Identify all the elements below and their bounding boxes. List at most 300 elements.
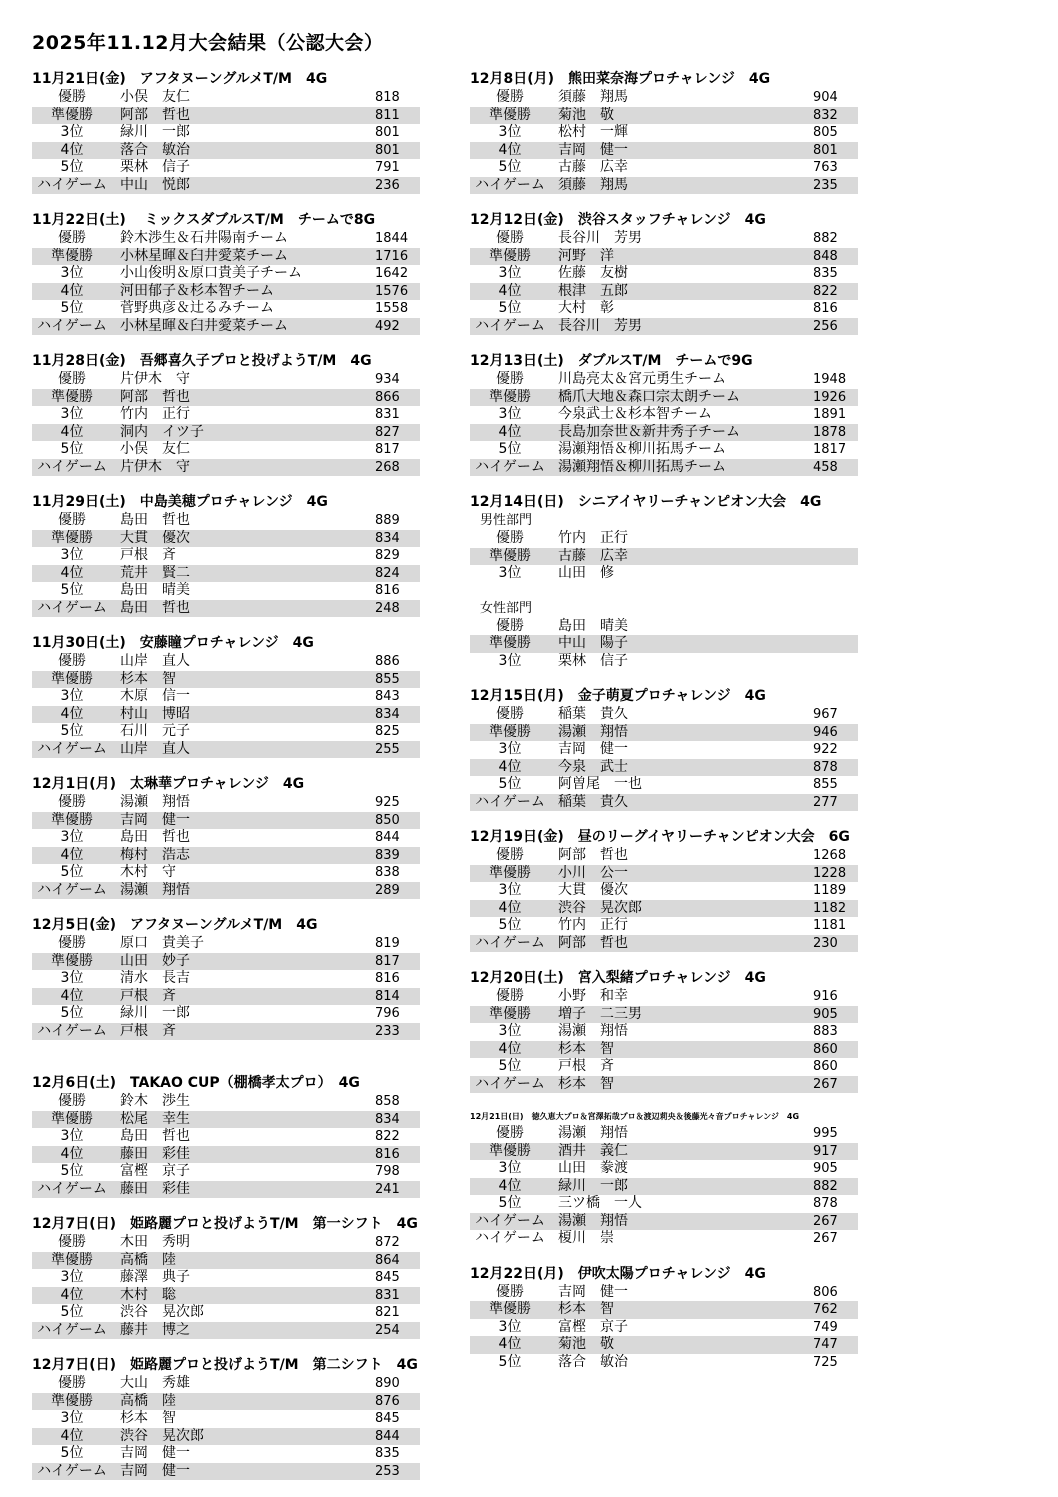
result-row <box>32 1005 420 1023</box>
result-row <box>32 1093 420 1111</box>
section-gap <box>32 194 420 211</box>
score-value: 235 <box>813 177 838 193</box>
score-value: 816 <box>375 971 400 986</box>
section-gap <box>470 1093 858 1110</box>
player-name: 菊池 敬 <box>558 106 614 123</box>
rank-label: ハイゲーム <box>37 1321 107 1338</box>
player-name: 小林星暉＆臼井愛菜チーム <box>120 317 288 334</box>
player-name: 川島亮太＆宮元勇生チーム <box>558 371 726 387</box>
result-row <box>32 1269 420 1287</box>
rank-label: ハイゲーム <box>37 599 107 616</box>
result-row <box>32 441 420 459</box>
result-row <box>32 1252 420 1270</box>
score-value: 267 <box>813 1076 838 1092</box>
rank-label: 優勝 <box>58 512 86 528</box>
player-name: 片伊木 守 <box>120 458 190 475</box>
score-value: 821 <box>375 1305 400 1320</box>
player-name: 島田 晴美 <box>558 617 628 634</box>
result-row <box>32 935 420 953</box>
player-name: 片伊木 守 <box>120 371 190 387</box>
result-row <box>32 459 420 477</box>
result-row <box>470 1319 858 1337</box>
result-row <box>470 565 858 583</box>
player-name: 石川 元子 <box>120 723 190 739</box>
player-name: 阿曽尾 一也 <box>558 776 642 792</box>
player-name: 戸根 斉 <box>558 1058 614 1074</box>
rank-label: 5位 <box>60 1304 84 1320</box>
player-name: 富樫 京子 <box>558 1318 628 1335</box>
result-row <box>470 1041 858 1059</box>
player-name: 稲葉 貴久 <box>558 793 628 810</box>
result-row <box>32 424 420 442</box>
score-value: 831 <box>375 1287 400 1303</box>
score-value: 882 <box>813 1178 838 1194</box>
score-value: 277 <box>813 794 838 810</box>
division-label: 女性部門 <box>480 600 533 616</box>
rank-label: 5位 <box>498 441 522 457</box>
score-value: 905 <box>813 1006 838 1022</box>
rank-label: 3位 <box>60 970 84 986</box>
section-gap <box>470 335 858 352</box>
rank-label: 準優勝 <box>489 247 531 264</box>
player-name: 荒井 賢二 <box>120 564 190 581</box>
result-row <box>32 318 420 336</box>
player-name: 菊池 敬 <box>558 1336 614 1352</box>
result-row <box>470 988 858 1006</box>
rank-label: 3位 <box>498 1160 522 1176</box>
section-gap <box>32 1339 420 1356</box>
result-row <box>32 1128 420 1146</box>
player-name: 湯瀬翔悟＆柳川拓馬チーム <box>558 441 726 457</box>
score-value: 1642 <box>375 266 409 281</box>
rank-label: 5位 <box>498 300 522 316</box>
score-value: 254 <box>375 1322 400 1338</box>
rank-label: 4位 <box>60 564 84 581</box>
section-gap <box>470 1248 858 1265</box>
score-value: 872 <box>375 1235 400 1250</box>
result-row <box>470 741 858 759</box>
rank-label: 優勝 <box>496 230 524 246</box>
player-name: 菅野典彦＆辻るみチーム <box>120 300 274 316</box>
result-row <box>32 1234 420 1252</box>
score-value: 798 <box>375 1164 400 1179</box>
score-value: 236 <box>375 177 400 193</box>
score-value: 1181 <box>813 918 847 933</box>
player-name: 落合 敏治 <box>558 1353 628 1370</box>
rank-label: 優勝 <box>496 847 524 863</box>
score-value: 905 <box>813 1161 838 1176</box>
score-value: 835 <box>813 266 838 281</box>
player-name: 竹内 正行 <box>558 530 628 546</box>
score-value: 230 <box>813 935 838 951</box>
score-value: 843 <box>375 689 400 704</box>
rank-label: 4位 <box>498 1177 522 1194</box>
rank-label: 優勝 <box>58 371 86 387</box>
tournament-section <box>470 1110 858 1248</box>
player-name: 杉本 智 <box>558 1075 614 1092</box>
rank-label: 3位 <box>60 688 84 704</box>
score-value: 253 <box>375 1463 400 1479</box>
score-value: 925 <box>375 795 400 810</box>
tournament-section <box>470 687 858 811</box>
player-name: 島田 哲也 <box>120 829 190 845</box>
score-value: 866 <box>375 389 400 405</box>
result-row <box>470 917 858 935</box>
rank-label: 優勝 <box>496 89 524 105</box>
rank-label: ハイゲーム <box>37 1022 107 1039</box>
rank-label: ハイゲーム <box>37 1462 107 1479</box>
result-row <box>32 812 420 830</box>
rank-label: 5位 <box>60 582 84 598</box>
score-value: 822 <box>813 283 838 299</box>
result-row <box>32 864 420 882</box>
result-row <box>32 671 420 689</box>
result-row <box>470 618 858 636</box>
player-name: 河野 洋 <box>558 247 614 264</box>
score-value: 946 <box>813 724 838 740</box>
player-name: 藤田 彩佳 <box>120 1180 190 1197</box>
rank-label: 優勝 <box>496 1283 524 1300</box>
score-value: 889 <box>375 513 400 528</box>
player-name: 緑川 一郎 <box>120 124 190 140</box>
score-value: 762 <box>813 1302 838 1317</box>
tournament-title: 12月21日(日) 徳久恵大プロ＆宮澤拓哉プロ＆渡辺莉央＆後藤光々音プロチャレンジ 4G <box>470 1112 800 1121</box>
result-row <box>32 530 420 548</box>
score-value: 816 <box>375 583 400 598</box>
score-value: 845 <box>375 1411 400 1426</box>
rank-label: ハイゲーム <box>475 1075 545 1092</box>
score-value: 917 <box>813 1143 838 1159</box>
player-name: 島田 哲也 <box>120 1128 190 1144</box>
player-name: 戸根 斉 <box>120 1022 176 1039</box>
rank-label: ハイゲーム <box>37 458 107 475</box>
result-row <box>32 847 420 865</box>
result-row <box>32 1111 420 1129</box>
rank-label: 4位 <box>498 282 522 299</box>
player-name: 木村 守 <box>120 864 176 880</box>
tournament-section <box>470 493 858 670</box>
result-row <box>470 794 858 812</box>
result-row <box>470 265 858 283</box>
score-value: 831 <box>375 407 400 422</box>
score-value: 882 <box>813 231 838 246</box>
rank-label: 優勝 <box>496 988 524 1004</box>
player-name: 杉本 智 <box>558 1040 614 1057</box>
result-row <box>32 1393 420 1411</box>
score-value: 814 <box>375 988 400 1004</box>
player-name: 栗林 信子 <box>558 652 628 669</box>
score-value: 811 <box>375 107 400 123</box>
result-row <box>32 829 420 847</box>
player-name: 大貫 優次 <box>558 882 628 898</box>
result-row <box>470 441 858 459</box>
score-value: 839 <box>375 847 400 863</box>
result-row <box>32 177 420 195</box>
result-row <box>470 230 858 248</box>
result-row <box>32 406 420 424</box>
result-row <box>32 300 420 318</box>
player-name: 戸根 斉 <box>120 547 176 563</box>
rank-label: 4位 <box>60 705 84 722</box>
right-column <box>470 70 858 1371</box>
score-value: 805 <box>813 125 838 140</box>
rank-label: ハイゲーム <box>37 317 107 334</box>
result-row <box>32 1287 420 1305</box>
section-gap <box>470 952 858 969</box>
score-value: 838 <box>375 865 400 880</box>
score-value: 858 <box>375 1094 400 1109</box>
score-value: 890 <box>375 1376 400 1391</box>
player-name: 山岸 直人 <box>120 740 190 757</box>
player-name: 湯瀬 翔悟 <box>558 723 628 740</box>
player-name: 長谷川 芳男 <box>558 230 642 246</box>
player-name: 須藤 翔馬 <box>558 176 628 193</box>
player-name: 吉岡 健一 <box>120 811 190 828</box>
score-value: 845 <box>375 1270 400 1285</box>
player-name: 榎川 崇 <box>558 1230 614 1246</box>
player-name: 阿部 哲也 <box>558 847 628 863</box>
player-name: 杉本 智 <box>120 1410 176 1426</box>
score-value: 267 <box>813 1231 838 1246</box>
tournament-title: 12月14日(日) シニアイヤリーチャンピオン大会 4G <box>470 494 822 510</box>
tournament-section <box>32 634 420 758</box>
rank-label: 優勝 <box>58 89 86 105</box>
rank-label: 3位 <box>60 1128 84 1144</box>
player-name: 富樫 京子 <box>120 1163 190 1179</box>
player-name: 湯瀬 翔悟 <box>558 1125 628 1141</box>
score-value: 268 <box>375 459 400 475</box>
player-name: 佐藤 友樹 <box>558 265 628 281</box>
tournament-section <box>32 211 420 335</box>
rank-label: 準優勝 <box>489 723 531 740</box>
result-row <box>32 953 420 971</box>
result-row <box>470 635 858 653</box>
tournament-title: 12月22日(月) 伊吹太陽プロチャレンジ 4G <box>470 1265 766 1282</box>
score-value: 816 <box>375 1146 400 1162</box>
result-row <box>32 882 420 900</box>
player-name: 大山 秀雄 <box>120 1375 190 1391</box>
tournament-section <box>32 916 420 1040</box>
section-gap <box>470 194 858 211</box>
result-row <box>470 865 858 883</box>
rank-label: 準優勝 <box>489 106 531 123</box>
score-value: 791 <box>375 160 400 175</box>
score-value: 876 <box>375 1393 400 1409</box>
rank-label: ハイゲーム <box>475 934 545 951</box>
score-value: 749 <box>813 1319 838 1335</box>
tournament-section <box>470 211 858 335</box>
score-value: 817 <box>375 442 400 457</box>
section-gap <box>32 617 420 634</box>
result-row <box>470 759 858 777</box>
score-value: 248 <box>375 600 400 616</box>
player-name: 湯瀬 翔悟 <box>558 1023 628 1039</box>
rank-label: 準優勝 <box>51 811 93 828</box>
result-row <box>32 89 420 107</box>
rank-label: 準優勝 <box>51 1392 93 1409</box>
section-gap <box>32 335 420 352</box>
player-name: 根津 五郎 <box>558 282 628 299</box>
result-row <box>470 89 858 107</box>
rank-label: 3位 <box>60 1410 84 1426</box>
result-row <box>470 724 858 742</box>
player-name: 小山俊明＆原口貴美子チーム <box>120 265 302 281</box>
player-name: 杉本 智 <box>558 1301 614 1317</box>
section-gap <box>32 1040 420 1074</box>
player-name: 長島加奈世＆新井秀子チーム <box>558 423 740 440</box>
result-row <box>32 653 420 671</box>
result-row <box>32 1428 420 1446</box>
result-row <box>470 1160 858 1178</box>
player-name: 清水 長吉 <box>120 970 190 986</box>
result-row <box>32 1163 420 1181</box>
result-row <box>32 107 420 125</box>
score-value: 1891 <box>813 407 847 422</box>
result-row <box>470 389 858 407</box>
score-value: 825 <box>375 724 400 739</box>
rank-label: 5位 <box>60 723 84 739</box>
score-value: 818 <box>375 90 400 105</box>
score-value: 860 <box>813 1059 838 1074</box>
result-row <box>470 406 858 424</box>
tournament-section <box>32 493 420 617</box>
rank-label: 3位 <box>498 406 522 422</box>
result-row <box>32 970 420 988</box>
rank-label: 5位 <box>60 300 84 316</box>
rank-label: 5位 <box>498 1195 522 1211</box>
player-name: 中山 悦郎 <box>120 176 190 193</box>
section-gap <box>470 670 858 687</box>
score-value: 256 <box>813 318 838 334</box>
result-row <box>32 741 420 759</box>
score-value: 747 <box>813 1337 838 1352</box>
rank-label: 5位 <box>498 1058 522 1074</box>
rank-label: 準優勝 <box>489 1005 531 1022</box>
player-name: 河田郁子＆杉本智チーム <box>120 282 274 299</box>
result-row <box>470 776 858 794</box>
page-title: 2025年11.12月大会結果（公認大会） <box>32 32 384 54</box>
rank-label: 準優勝 <box>51 1251 93 1268</box>
result-row <box>470 1195 858 1213</box>
player-name: 阿部 哲也 <box>120 388 190 405</box>
rank-label: 5位 <box>498 1353 522 1370</box>
result-row <box>470 653 858 671</box>
rank-label: 準優勝 <box>51 1110 93 1127</box>
rank-label: 準優勝 <box>489 1301 531 1317</box>
player-name: 山田 修 <box>558 565 614 581</box>
rank-label: 4位 <box>60 282 84 299</box>
score-value: 878 <box>813 759 838 775</box>
result-row <box>470 1301 858 1319</box>
score-value: 1268 <box>813 848 847 863</box>
score-value: 1716 <box>375 248 409 264</box>
score-value: 801 <box>375 142 400 158</box>
result-row <box>32 159 420 177</box>
result-row <box>32 706 420 724</box>
score-value: 834 <box>375 1111 400 1127</box>
rank-label: 優勝 <box>58 653 86 669</box>
rank-label: ハイゲーム <box>475 1212 545 1229</box>
tournament-section <box>32 352 420 476</box>
player-name: 高橋 陸 <box>120 1251 176 1268</box>
rank-label: 5位 <box>498 776 522 792</box>
rank-label: 4位 <box>60 1145 84 1162</box>
result-row <box>32 565 420 583</box>
result-row <box>32 794 420 812</box>
rank-label: 5位 <box>60 441 84 457</box>
tournament-title: 12月15日(月) 金子萌夏プロチャレンジ 4G <box>470 688 766 704</box>
score-value: 848 <box>813 248 838 264</box>
rank-label: 優勝 <box>496 530 524 546</box>
score-value: 916 <box>813 989 838 1004</box>
player-name: 島田 哲也 <box>120 512 190 528</box>
result-row <box>470 847 858 865</box>
tournament-title: 11月22日(土) ミックスダブルスT/M チームで8G <box>32 212 376 228</box>
player-name: 湯瀬 翔悟 <box>120 794 190 810</box>
score-value: 1228 <box>813 865 847 881</box>
tournament-title: 12月6日(土) TAKAO CUP（棚橋孝太プロ） 4G <box>32 1075 360 1091</box>
tournament-title: 12月8日(月) 熊田菜奈海プロチャレンジ 4G <box>470 71 771 87</box>
player-name: 梅村 浩志 <box>120 846 190 863</box>
tournament-title: 12月20日(土) 宮入梨緒プロチャレンジ 4G <box>470 970 766 986</box>
score-value: 817 <box>375 953 400 969</box>
rank-label: ハイゲーム <box>475 317 545 334</box>
player-name: 鈴木渉生＆石井陽南チーム <box>120 230 288 246</box>
player-name: 竹内 正行 <box>558 917 628 933</box>
score-value: 995 <box>813 1126 838 1141</box>
score-value: 725 <box>813 1354 838 1370</box>
result-row <box>32 600 420 618</box>
result-row <box>470 706 858 724</box>
result-row <box>32 1463 420 1481</box>
rank-label: 4位 <box>498 423 522 440</box>
player-name: 橋爪大地＆森口宗太朗チーム <box>558 388 740 405</box>
score-value: 904 <box>813 90 838 105</box>
player-name: 吉岡 健一 <box>558 1283 628 1300</box>
result-row <box>32 723 420 741</box>
score-value: 855 <box>375 671 400 687</box>
player-name: 三ツ橋 一人 <box>558 1195 642 1211</box>
result-row <box>32 582 420 600</box>
result-row <box>470 1230 858 1248</box>
score-value: 844 <box>375 1428 400 1444</box>
rank-label: 優勝 <box>58 1375 86 1391</box>
player-name: 阿部 哲也 <box>120 106 190 123</box>
rank-label: 準優勝 <box>51 106 93 123</box>
score-value: 1926 <box>813 389 847 405</box>
result-row <box>470 1023 858 1041</box>
result-row <box>470 107 858 125</box>
rank-label: 3位 <box>498 124 522 140</box>
player-name: 古藤 広幸 <box>558 159 628 175</box>
result-row <box>470 1336 858 1354</box>
score-value: 824 <box>375 565 400 581</box>
result-row <box>470 142 858 160</box>
player-name: 古藤 広幸 <box>558 547 628 564</box>
rank-label: 優勝 <box>58 1234 86 1250</box>
score-value: 922 <box>813 742 838 757</box>
player-name: 中山 陽子 <box>558 635 628 651</box>
tournament-section <box>32 1356 420 1480</box>
tournament-title: 12月19日(金) 昼のリーグイヤリーチャンピオン大会 6G <box>470 829 850 845</box>
rank-label: 3位 <box>60 829 84 845</box>
tournament-section <box>470 70 858 194</box>
score-value: 796 <box>375 1006 400 1021</box>
player-name: 緑川 一郎 <box>558 1177 628 1194</box>
rank-label: 4位 <box>498 1336 522 1352</box>
player-name: 松尾 幸生 <box>120 1110 190 1127</box>
rank-label: 4位 <box>498 1040 522 1057</box>
